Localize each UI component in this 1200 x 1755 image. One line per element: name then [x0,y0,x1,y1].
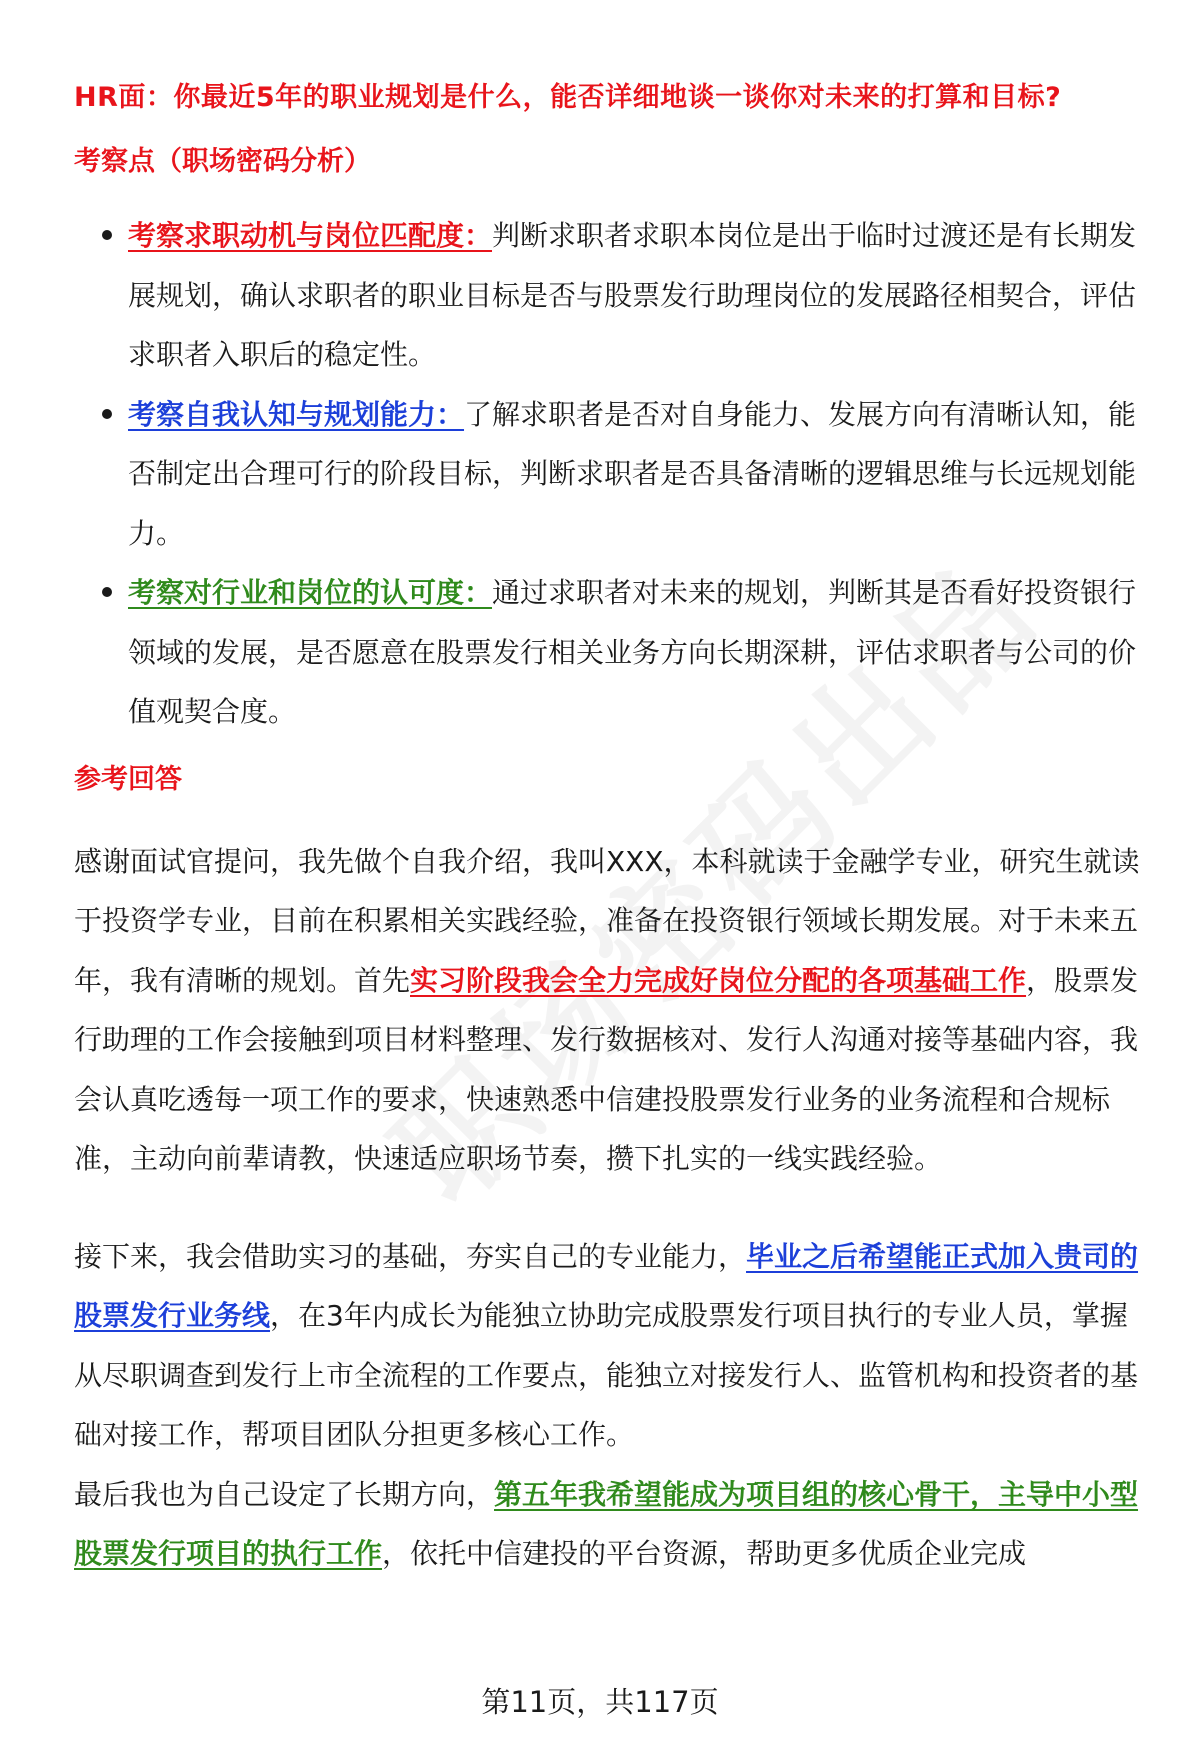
bullet-icon [102,230,112,240]
section-heading: 考察点（职场密码分析） [74,146,371,177]
bullet-icon [102,587,112,597]
paragraph-highlight: 毕业之后希望能正式加入贵司的股票发行业务线 [74,1239,1139,1332]
page-number-footer: 第11页，共117页 [481,1685,719,1719]
point-label: 考察求职动机与岗位匹配度： [128,219,493,252]
point-label: 考察自我认知与规划能力： [128,397,465,431]
assessment-point [128,206,1146,385]
document-body [74,72,1146,1584]
point-text: 了解求职者是否对自身能力、发展方向有清晰认知，能否制定出合理可行的阶段目标，判断求职者是否具备清晰的逻辑思维与长远规划能力。 [128,397,1137,550]
paragraph-highlight: 第五年我希望能成为项目组的核心骨干，主导中小型股票发行项目的执行工作 [74,1477,1139,1570]
answer-paragraph [74,1465,1146,1584]
bullet-icon [102,409,112,419]
paragraph-text: ，股票发行助理的工作会接触到项目材料整理、发行数据核对、发行人沟通对接等基础内容，我会认真吃透每一项工作的要求，快速熟悉中信建投股票发行业务的业务流程和合规标准，主动向前辈请教，快速适应职场节奏，攒下扎实的一线实践经验。 [74,963,1139,1175]
point-text: 判断求职者求职本岗位是出于临时过渡还是有长期发展规划，确认求职者的职业目标是否与股票发行助理岗位的发展路径相契合，评估求职者入职后的稳定性。 [128,219,1137,371]
assessment-points-list [74,206,1146,742]
paragraph-text: ，在3年内成长为能独立协助完成股票发行项目执行的专业人员，掌握从尽职调查到发行上市全流程的工作要点，能独立对接发行人、监管机构和投资者的基础对接工作，帮项目团队分担更多核心工作。 [74,1299,1139,1451]
paragraph-text: 感谢面试官提问，我先做个自我介绍，我叫XXX，本科就读于金融学专业，研究生就读于投资学专业，目前在积累相关实践经验，准备在投资银行领域长期发展。对于未来五年，我有清晰的规划。首先 [74,844,1140,997]
point-label: 考察对行业和岗位的认可度： [128,576,493,609]
reference-answer-heading: 参考回答 [74,763,182,795]
paragraph-text: 接下来，我会借助实习的基础，夯实自己的专业能力， [74,1239,747,1273]
paragraph-text: 最后我也为自己设定了长期方向， [74,1477,495,1511]
paragraph-highlight: 实习阶段我会全力完成好岗位分配的各项基础工作 [410,963,1027,997]
point-text: 通过求职者对未来的规划，判断其是否看好投资银行领域的发展，是否愿意在股票发行相关业务方向长期深耕，评估求职者与公司的价值观契合度。 [128,576,1137,728]
answer-paragraph [74,1227,1146,1465]
question-heading: HR面：你最近5年的职业规划是什么，能否详细地谈一谈你对未来的打算和目标? [74,82,1062,113]
assessment-point [128,563,1146,742]
paragraph-text: ，依托中信建投的平台资源，帮助更多优质企业完成 [382,1537,1027,1570]
assessment-point [128,385,1146,564]
answer-paragraph [74,832,1146,1189]
